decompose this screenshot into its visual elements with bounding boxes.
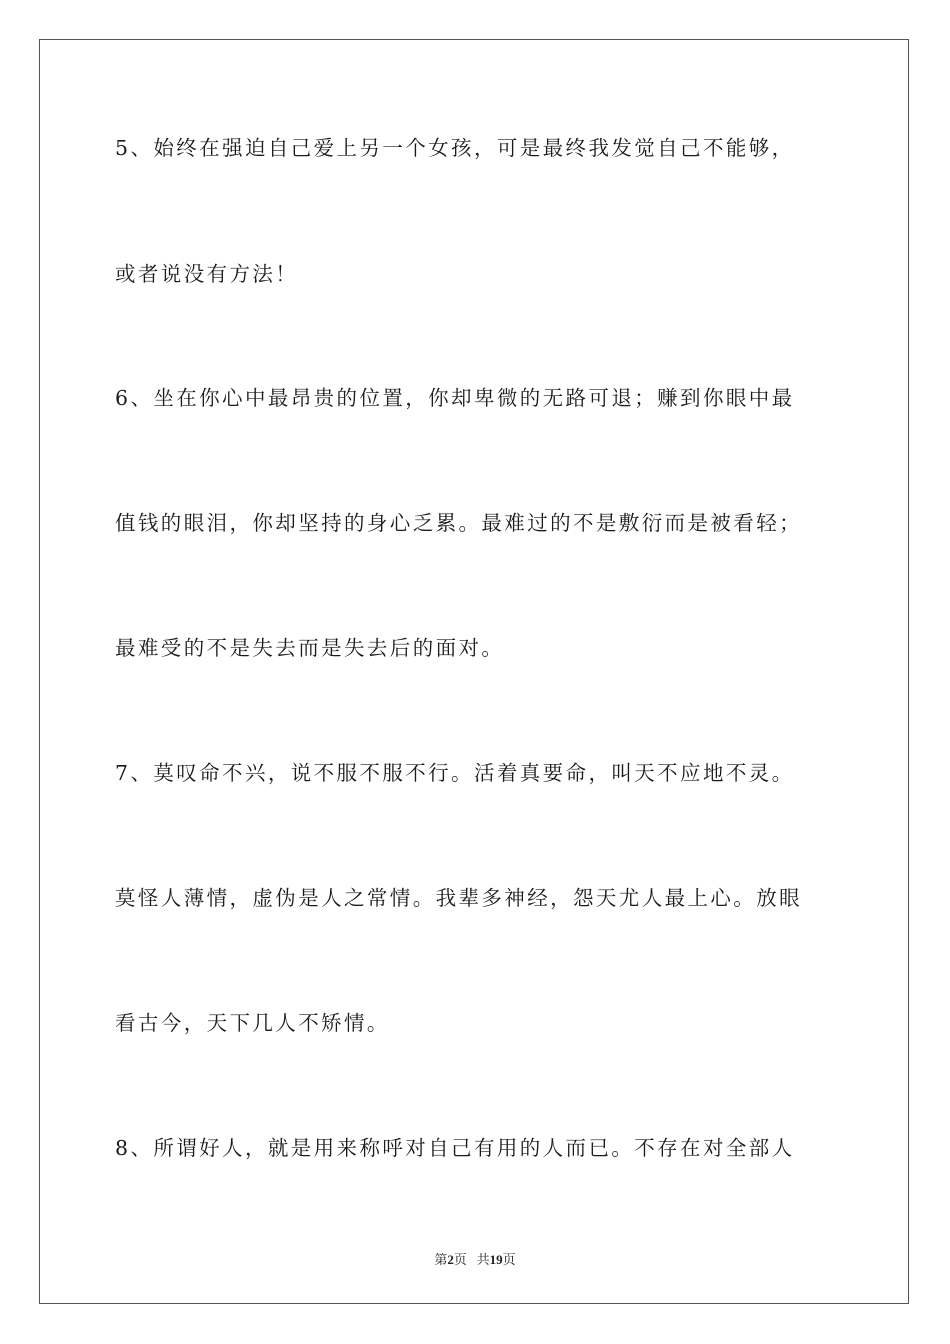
text-line: 莫怪人薄情，虚伪是人之常情。我辈多神经，怨天尤人最上心。放眼 xyxy=(115,886,802,910)
total-suffix: 页 xyxy=(502,1252,516,1267)
text-line: 5、始终在强迫自己爱上另一个女孩，可是最终我发觉自己不能够， xyxy=(115,136,795,160)
page-footer xyxy=(0,1249,950,1268)
page-number: 2 xyxy=(447,1252,454,1267)
page-suffix: 页 xyxy=(453,1252,467,1267)
page-border xyxy=(39,39,909,1304)
total-prefix: 共 xyxy=(476,1252,490,1267)
text-line: 值钱的眼泪，你却坚持的身心乏累。最难过的不是敷衍而是被看轻； xyxy=(115,511,802,535)
page-prefix: 第 xyxy=(434,1252,448,1267)
text-line: 8、所谓好人，就是用来称呼对自己有用的人而已。不存在对全部人 xyxy=(115,1136,795,1160)
text-line: 6、坐在你心中最昂贵的位置，你却卑微的无路可退；赚到你眼中最 xyxy=(115,386,795,410)
text-line: 7、莫叹命不兴，说不服不服不行。活着真要命，叫天不应地不灵。 xyxy=(115,761,795,785)
total-pages: 19 xyxy=(489,1252,503,1267)
text-line: 最难受的不是失去而是失去后的面对。 xyxy=(115,636,505,660)
text-line: 看古今，天下几人不矫情。 xyxy=(115,1011,390,1035)
text-line: 或者说没有方法！ xyxy=(115,262,299,286)
